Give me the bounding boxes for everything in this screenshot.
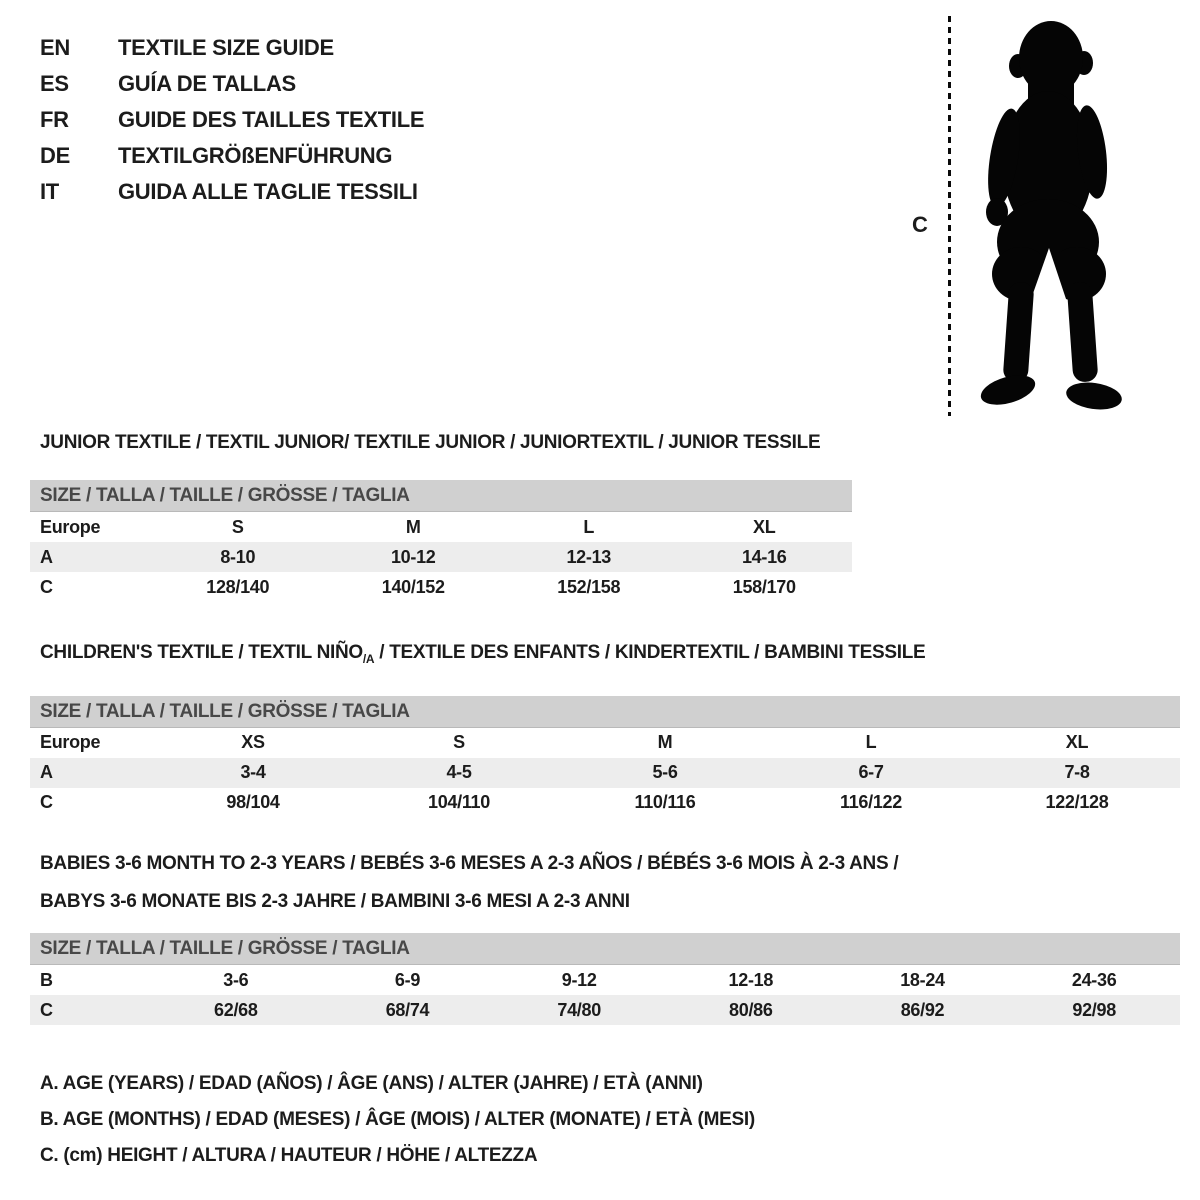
legend-line: A. AGE (YEARS) / EDAD (AÑOS) / ÂGE (ANS) / ALTER (JAHRE) / ETÀ (ANNI) bbox=[40, 1073, 703, 1094]
row-label: B bbox=[40, 969, 53, 990]
section-junior-textile bbox=[30, 430, 852, 602]
language-list bbox=[40, 30, 424, 210]
table-row bbox=[30, 788, 1180, 818]
table-cell: 10-12 bbox=[390, 546, 436, 567]
section-babies-textile bbox=[30, 845, 1180, 1025]
row-label: C bbox=[40, 576, 53, 597]
table-cell: L bbox=[865, 732, 877, 753]
size-header-bar: SIZE / TALLA / TAILLE / GRÖSSE / TAGLIA bbox=[30, 933, 1180, 965]
table-cell: M bbox=[657, 732, 673, 753]
table-row bbox=[30, 512, 852, 542]
legend-line: B. AGE (MONTHS) / EDAD (MESES) / ÂGE (MOIS) / ALTER (MONATE) / ETÀ (MESI) bbox=[40, 1109, 755, 1130]
section-heading-line bbox=[40, 430, 852, 456]
table-cell: 152/158 bbox=[557, 576, 621, 597]
height-dashed-line bbox=[948, 16, 951, 416]
table-cell: 7-8 bbox=[1064, 762, 1090, 783]
table-cell: 9-12 bbox=[561, 969, 597, 990]
section-heading bbox=[30, 845, 1180, 921]
language-row bbox=[40, 102, 424, 138]
language-title: TEXTILGRÖßENFÜHRUNG bbox=[118, 143, 393, 168]
section-heading bbox=[30, 640, 1180, 672]
table-row bbox=[30, 965, 1180, 995]
table-cell: 104/110 bbox=[428, 792, 490, 813]
table-cell: 12-13 bbox=[566, 546, 612, 567]
table-cell: 98/104 bbox=[226, 792, 280, 813]
table-cell: 12-18 bbox=[728, 969, 774, 990]
row-label: A bbox=[40, 762, 53, 783]
language-row bbox=[40, 174, 424, 210]
table-cell: 8-10 bbox=[220, 546, 256, 567]
table-cell: 92/98 bbox=[1072, 999, 1116, 1020]
size-header-bar: SIZE / TALLA / TAILLE / GRÖSSE / TAGLIA bbox=[30, 480, 852, 512]
table-cell: 6-7 bbox=[858, 762, 884, 783]
heading-segment: / TEXTILE DES ENFANTS / KINDERTEXTIL / BAMBINI TESSILE bbox=[374, 642, 926, 663]
table-cell: S bbox=[453, 732, 465, 753]
heading-segment: /A bbox=[362, 651, 375, 666]
table-cell: 3-4 bbox=[240, 762, 266, 783]
table-cell: 80/86 bbox=[729, 999, 773, 1020]
language-code: DE bbox=[40, 143, 70, 168]
row-label: A bbox=[40, 546, 53, 567]
language-row bbox=[40, 138, 424, 174]
section-childrens-textile bbox=[30, 640, 1180, 818]
row-label: Europe bbox=[40, 732, 101, 753]
legend bbox=[40, 1066, 755, 1174]
language-code: EN bbox=[40, 35, 70, 60]
table-cell: 5-6 bbox=[652, 762, 678, 783]
language-title: TEXTILE SIZE GUIDE bbox=[118, 35, 334, 60]
table-cell: S bbox=[231, 516, 244, 537]
table-cell: XS bbox=[241, 732, 265, 753]
section-heading-line bbox=[40, 640, 1180, 672]
table-cell: 18-24 bbox=[900, 969, 945, 990]
table-row bbox=[30, 995, 1180, 1025]
table-cell: XL bbox=[1065, 732, 1089, 753]
heading-segment: BABYS 3-6 MONATE BIS 2-3 JAHRE / BAMBINI 3-6 MESI A 2-3 ANNI bbox=[40, 891, 630, 912]
height-measure-figure bbox=[900, 0, 1180, 430]
language-row bbox=[40, 66, 424, 102]
table-row bbox=[30, 728, 1180, 758]
table-cell: 14-16 bbox=[741, 546, 787, 567]
row-label: C bbox=[40, 792, 53, 813]
language-title: GUÍA DE TALLAS bbox=[118, 71, 296, 96]
language-code: ES bbox=[40, 71, 69, 96]
section-heading bbox=[30, 430, 852, 456]
table-cell: 24-36 bbox=[1071, 969, 1117, 990]
row-label: C bbox=[40, 999, 53, 1020]
language-row bbox=[40, 30, 424, 66]
section-heading-line bbox=[40, 883, 1180, 921]
row-label: Europe bbox=[40, 516, 101, 537]
language-code: FR bbox=[40, 107, 69, 132]
table-cell: 110/116 bbox=[634, 792, 696, 813]
table-cell: 158/170 bbox=[732, 576, 796, 597]
language-title: GUIDE DES TAILLES TEXTILE bbox=[118, 107, 425, 132]
table-cell: 116/122 bbox=[840, 792, 902, 813]
table-cell: M bbox=[405, 516, 421, 537]
table-cell: 3-6 bbox=[223, 969, 249, 990]
table-cell: 62/68 bbox=[214, 999, 258, 1020]
language-title: GUIDA ALLE TAGLIE TESSILI bbox=[118, 179, 418, 204]
table-row bbox=[30, 572, 852, 602]
table-cell: 128/140 bbox=[206, 576, 270, 597]
legend-line: C. (cm) HEIGHT / ALTURA / HAUTEUR / HÖHE / ALTEZZA bbox=[40, 1145, 538, 1166]
table-cell: XL bbox=[753, 516, 776, 537]
table-cell: 4-5 bbox=[446, 762, 472, 783]
heading-segment: JUNIOR TEXTILE / TEXTIL JUNIOR/ TEXTILE JUNIOR / JUNIORTEXTIL / JUNIOR TESSILE bbox=[40, 432, 821, 453]
table-cell: 140/152 bbox=[381, 576, 445, 597]
size-header-bar: SIZE / TALLA / TAILLE / GRÖSSE / TAGLIA bbox=[30, 696, 1180, 728]
heading-segment: CHILDREN'S TEXTILE / TEXTIL NIÑO bbox=[40, 642, 363, 663]
heading-segment: BABIES 3-6 MONTH TO 2-3 YEARS / BEBÉS 3-6 MESES A 2-3 AÑOS / BÉBÉS 3-6 MOIS À 2-3 ANS / bbox=[40, 853, 899, 874]
table-cell: 86/92 bbox=[900, 999, 945, 1020]
height-c-label: C bbox=[912, 212, 928, 237]
language-code: IT bbox=[40, 179, 59, 204]
table-cell: 122/128 bbox=[1045, 792, 1109, 813]
table-row bbox=[30, 758, 1180, 788]
table-cell: 6-9 bbox=[394, 969, 421, 990]
table-cell: 74/80 bbox=[557, 999, 601, 1020]
table-row bbox=[30, 542, 852, 572]
section-heading-line bbox=[40, 845, 1180, 883]
toddler-silhouette-icon bbox=[964, 16, 1144, 421]
table-cell: 68/74 bbox=[385, 999, 430, 1020]
table-cell: L bbox=[583, 516, 595, 537]
